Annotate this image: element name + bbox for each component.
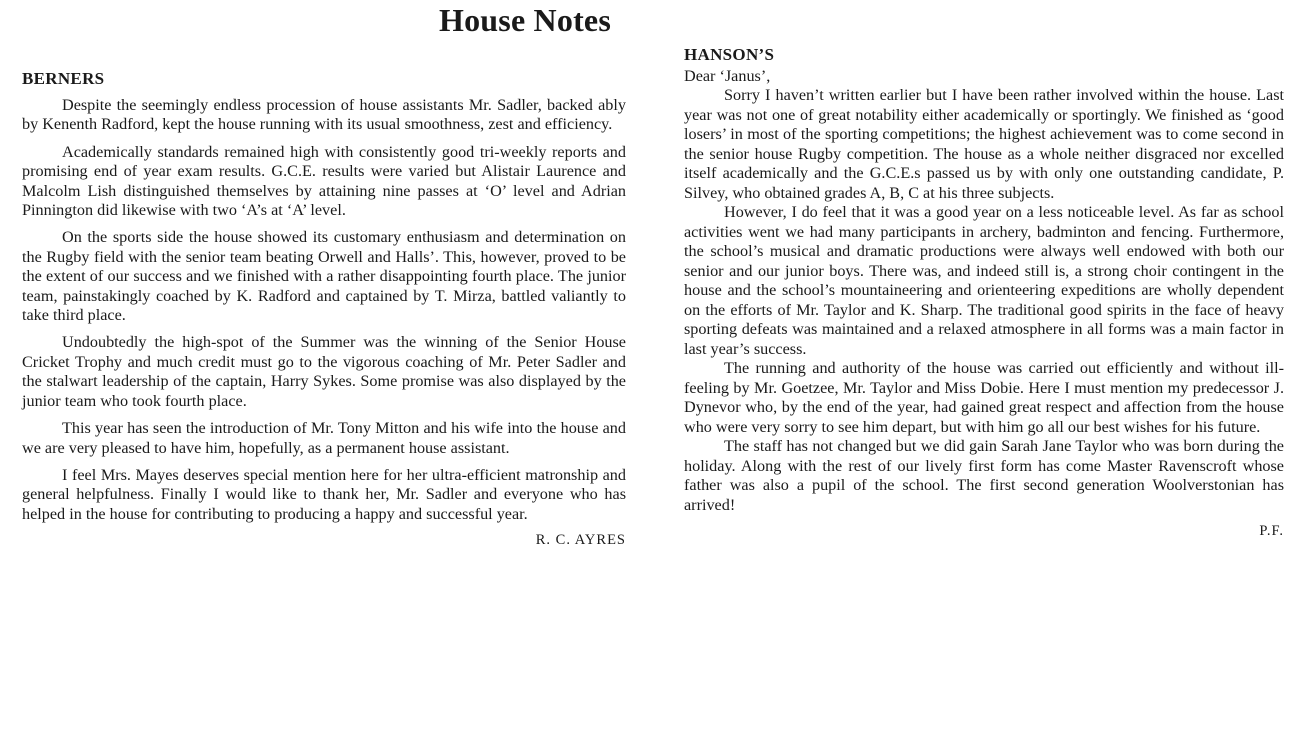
berners-heading: BERNERS <box>22 69 105 88</box>
hansons-paragraph: Sorry I haven’t written earlier but I have been rather involved within the house. Last year was not one of great notability either academically or sportingly. We finished as ‘good losers’ in most of the sporting competitions; the highest achievement was to come second in the senior house Rugby competition. The house as a whole neither disgraced nor excelled itself academically and the G.C.E.s passed us by with only one outstanding candidate, P. Silvey, who obtained grades A, B, C at his three subjects. <box>684 86 1284 202</box>
berners-signature: R. C. AYRES <box>535 532 626 549</box>
hansons-paragraph: However, I do feel that it was a good year on a less noticeable level. As far as school activities went we had many participants in archery, badminton and fencing. Furthermore, the school’s musical and dramatic productions were always well endowed with both our senior and our junior boys. There was, and indeed still is, a strong choir contingent in the house and the school’s mountaineering and orienteering expeditions are wholly dependent on the efforts of Mr. Taylor and K. Sharp. The traditional good spirits in the face of heavy sporting defeats was maintained and a relaxed atmosphere in all forms was a main factor in last year’s success. <box>684 203 1284 358</box>
hansons-paragraph: The running and authority of the house was carried out efficiently and without ill-feeling by Mr. Goetzee, Mr. Taylor and Miss Dobie. Here I must mention my predecessor J. Dynevor who, by the end of the year, had gained great respect and affection from the house who were very sorry to see him depart, but with him go all our best wishes for his future. <box>684 359 1284 436</box>
hansons-section <box>684 44 1284 540</box>
hansons-paragraph: The staff has not changed but we did gain Sarah Jane Taylor who was born during the holiday. Along with the rest of our lively first form has come Master Ravenscroft whose father was also a pupil of the school. The first second generation Woolverstonian has arrived! <box>684 437 1284 514</box>
hansons-heading: HANSON’S <box>684 45 775 64</box>
hansons-signature: P.F. <box>1259 523 1284 539</box>
berners-paragraph: Academically standards remained high with consistently good tri-weekly reports and promising end of year exam results. G.C.E. results were varied but Alistair Laurence and Malcolm Lish distinguished themselves by attaining nine passes at ‘O’ level and Adrian Pinnington did likewise with two ‘A’s at ‘A’ level. <box>22 142 626 220</box>
berners-section <box>22 68 626 549</box>
hansons-salutation: Dear ‘Janus’, <box>684 67 771 85</box>
berners-paragraph: On the sports side the house showed its customary enthusiasm and determination on the Rugby field with the senior team beating Orwell and Halls’. This, however, proved to be the extent of our success and we finished with a rather disappointing fourth place. The junior team, painstakingly coached by K. Radford and captained by T. Mirza, battled valiantly to take third place. <box>22 228 626 325</box>
berners-paragraph: Despite the seemingly endless procession of house assistants Mr. Sadler, backed ably by Kenenth Radford, kept the house running with its usual smoothness, zest and efficiency. <box>22 96 626 134</box>
berners-paragraph: Undoubtedly the high-spot of the Summer was the winning of the Senior House Cricket Trophy and much credit must go to the vigorous coaching of Mr. Peter Sadler and the stalwart leadership of the captain, Harry Sykes. Some promise was also displayed by the junior team who took fourth place. <box>22 333 626 410</box>
page-title: House Notes <box>439 2 611 38</box>
berners-paragraph: I feel Mrs. Mayes deserves special mention here for her ultra-efficient matronship and general helpfulness. Finally I would like to thank her, Mr. Sadler and everyone who has helped in the house for contributing to producing a happy and successful year. <box>22 465 626 523</box>
berners-paragraph: This year has seen the introduction of Mr. Tony Mitton and his wife into the house and we are very pleased to have him, hopefully, as a permanent house assistant. <box>22 419 626 457</box>
